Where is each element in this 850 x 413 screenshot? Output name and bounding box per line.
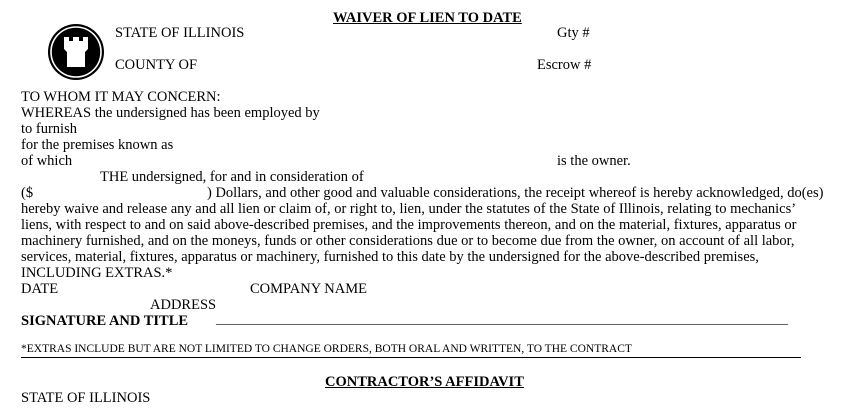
signature-label: SIGNATURE AND TITLE	[21, 313, 189, 329]
body-line: liens, with respect to and on said above-described premises, and the improvements thereon, and on the material, fixtures, apparatus or	[21, 217, 797, 233]
county-label: COUNTY OF	[115, 57, 198, 73]
escrow-label: Escrow #	[537, 57, 592, 73]
body-line: WHEREAS the undersigned has been employed by	[21, 105, 320, 121]
castle-tower-icon	[47, 23, 105, 81]
body-line: TO WHOM IT MAY CONCERN:	[21, 89, 221, 105]
address-label: ADDRESS	[150, 297, 217, 313]
body-line: hereby waive and release any and all lien or claim of, or right to, lien, under the statutes of the State of Illinois, relating to mechanics’	[21, 201, 797, 217]
divider-line	[21, 357, 801, 358]
owner-text: is the owner.	[557, 153, 631, 169]
body-line: of which	[21, 153, 73, 169]
page-title: WAIVER OF LIEN TO DATE	[333, 10, 522, 26]
company-label: COMPANY NAME	[250, 281, 367, 297]
body-line: for the premises known as	[21, 137, 174, 153]
signature-line: ________________________________________________________________________________________	[216, 311, 788, 326]
body-line: THE undersigned, for and in consideration of	[100, 169, 364, 185]
state-label: STATE OF ILLINOIS	[115, 25, 245, 41]
gty-label: Gty #	[557, 25, 590, 41]
body-line: machinery furnished, and on the moneys, funds or other considerations due or to become due from the owner, on account of all labor,	[21, 233, 795, 249]
date-label: DATE	[21, 281, 59, 297]
body-line: services, material, fixtures, apparatus or machinery, furnished to this date by the undersigned for the above-described premises,	[21, 249, 759, 265]
body-line: INCLUDING EXTRAS.*	[21, 265, 173, 281]
body-line: to furnish	[21, 121, 77, 137]
affidavit-title: CONTRACTOR’S AFFIDAVIT	[325, 374, 524, 390]
amount-prefix: ($	[21, 185, 34, 201]
extras-note: *EXTRAS INCLUDE BUT ARE NOT LIMITED TO CHANGE ORDERS, BOTH ORAL AND WRITTEN, TO THE CONTRACT	[21, 343, 632, 355]
state-label-2: STATE OF ILLINOIS	[21, 390, 151, 406]
body-line: ) Dollars, and other good and valuable considerations, the receipt whereof is hereby acknowledged, do(es)	[207, 185, 824, 201]
